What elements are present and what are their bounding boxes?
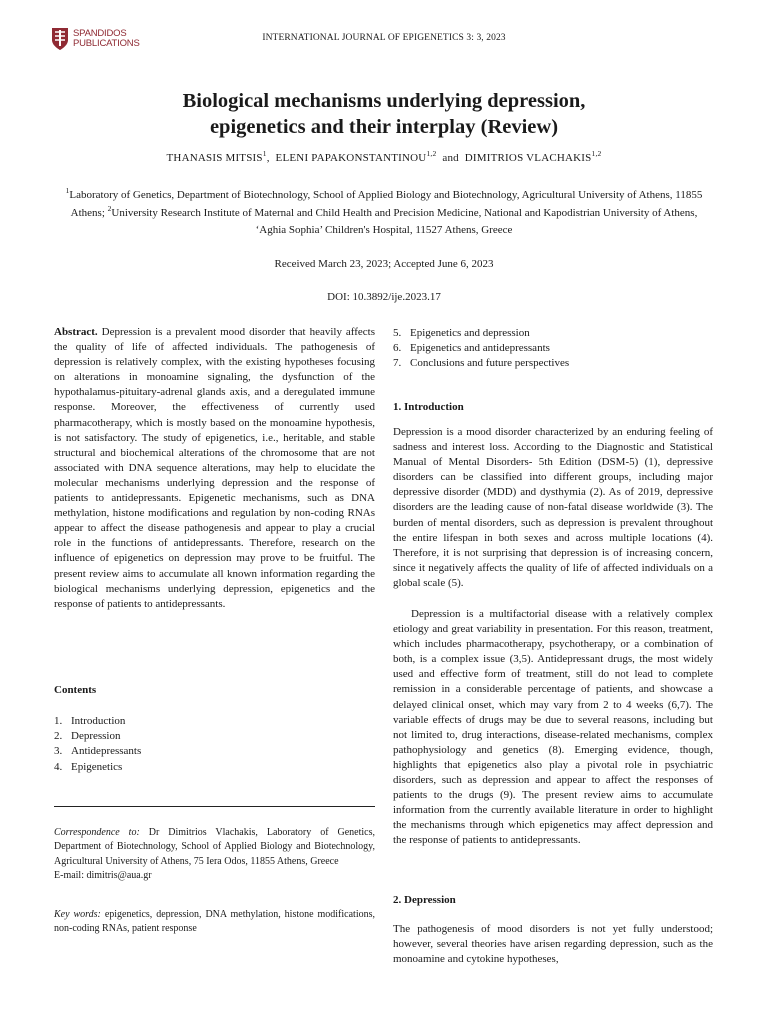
intro-paragraph-1: Depression is a mood disorder characterized by an enduring feeling of sadness and interest loss. According to the Diagnostic and Statistical Manual of Mental Disorders- 5th Edition (DSM-5) (1), depressive disorders can be classified into different groups, including major depressive disorder (MDD) and dysthymia (2). As of 2019, depressive disorders are the leading cause of non-fatal disease worldwide (3). The burden of mental disorders, such as depression is prevalent throughout the entire lifespan in both sexes and across multiple locations (4). Therefore, it is not surprising that depression is of increasing concern, since it negatively affects the quality of life of affected individuals on a global scale (5). [393,426,713,589]
contents-item-number: 7. [393,357,402,370]
author-and: and [442,152,459,164]
contents-item-number: 4. [54,760,63,773]
contents-heading: Contents [54,684,97,696]
correspondence-text: Dr Dimitrios Vlachakis, Laboratory of Genetics, Department of Biotechnology, School of Applied Biology and Biotechnology, Agricultural University of Athens, 75 Iera Odos, 11855 Athens, Greece [54,827,375,867]
contents-item[interactable] [54,714,141,729]
author-affil-sup: 1,2 [591,149,602,158]
author-affil-sup: 1,2 [426,149,437,158]
logo-line-1: SPANDIDOS [73,28,127,39]
intro-paragraph-2: Depression is a multifactorial disease with a relatively complex etiology and great variability in presentation. For this reason, treatment, which includes pharmacotherapy, psychotherapy, or a combination of both, is a complex issue (3,5). Antidepressant drugs, the most widely used and effective form of treatment, still do not lead to complete remission in a considerable percentage of patients, and showcase a delayed clinical onset, which may vary from 2 to 4 weeks (6,7). The variable effects of drugs may be due to several reasons, including but not limited to, drug interactions, disease-related mechanisms, complex pathophysiology and genetics (8). Emerging evidence, though, highlights that epigenetics also play a pivotal role in psychiatric disorders, such as depression and appear to affect the responses of patients to the drugs (9). The present review aims to accumulate information from the currently available literature in order to highlight the mechanisms through which epigenetics may affect depression and the response of patients to antidepressants. [393,608,713,847]
correspondence-note [54,826,375,883]
affil-text-1: Laboratory of Genetics, Department of Biotechnology, School of Applied Biology and Biotechnology, Agricultural University of Athens, 11855 Athens; [69,189,703,219]
author-affil-sup: 1 [262,149,267,158]
abstract-text: Depression is a prevalent mood disorder that heavily affects the quality of life of affected individuals. The pathogenesis of depression is relatively complex, with the existing hypotheses focusing on alterations in monoamine signaling, the dysfunction of the hypothalamus-pituitary-adrenal glands axis, and a deregulated immune response. Moreover, the effectiveness of currently used pharmacotherapy, which is mostly based on the monoamine hypothesis, is not satisfactory. The study of epigenetics, i.e., heritable, and stable structural and biochemical alterations of the chromosome that are not associated with DNA sequence alterations, may help to elucidate the molecular mechanisms underlying depression and the response of patients to antidepressants. Epigenetic mechanisms, such as DNA methylation, histone modifications and regulation by non-coding RNAs appear to affect the disease pathogenesis and appear to play a crucial role in the functions of antidepressants. Therefore, research on the influence of epigenetics on depression may prove to be fruitful. The present review aims to accumulate all known information regarding the biological mechanisms underlying depression, epigenetics and the response of patients to antidepressants. [54,326,376,610]
contents-item[interactable] [393,341,569,356]
author-list [0,149,768,164]
contents-item-label: Antidepressants [71,745,142,758]
contents-item[interactable] [393,326,569,341]
abstract [54,325,375,612]
contents-item-label: Depression [71,730,121,743]
contents-item-number: 1. [54,715,63,727]
contents-item-label: Epigenetics and antidepressants [410,342,550,355]
contents-item-number: 5. [393,327,402,339]
article-title [0,88,768,140]
section-heading-depression: 2. Depression [393,894,456,906]
correspondence-email[interactable]: E-mail: dimitris@aua.gr [54,869,152,881]
affil-sup-2: 2 [107,203,112,213]
author-name: THANASIS MITSIS [166,152,263,164]
contents-item-number: 6. [393,342,402,355]
abstract-label: Abstract. [54,326,98,338]
running-head: INTERNATIONAL JOURNAL OF EPIGENETICS 3: 3, 2023 [262,33,506,43]
affil-text-2: University Research Institute of Maternal and Child Health and Precision Medicine, National and Kapodistrian University of Athens, ‘Aghia Sophia’ Children's Hospital, 11527 Athens, Greece [111,206,698,237]
author-name: DIMITRIOS VLACHAKIS [464,152,592,164]
contents-item-label: Epigenetics [71,760,123,773]
affil-sup-1: 1 [65,186,70,195]
author-separator: , [266,152,270,164]
depression-paragraph-1: The pathogenesis of mood disorders is not yet fully understood; however, several theories have arisen regarding depression, such as the monoamine and cytokine hypotheses, [393,923,713,966]
contents-item[interactable] [54,744,141,759]
contents-item-number: 3. [54,745,63,758]
contents-item-label: Conclusions and future perspectives [410,357,570,370]
title-line-2: epigenetics and their interplay (Review) [209,116,559,138]
contents-item-number: 2. [54,730,63,743]
received-accepted-dates: Received March 23, 2023; Accepted June 6, 2023 [274,258,494,270]
contents-item[interactable] [54,729,141,744]
correspondence-label: Correspondence to: [54,827,140,838]
contents-item-label: Epigenetics and depression [410,327,530,339]
keywords-label: Key words: [54,909,101,920]
title-line-1: Biological mechanisms underlying depression, [182,90,586,112]
contents-item-label: Introduction [71,715,126,727]
author-name: ELENI PAPAKONSTANTINOU [275,152,427,164]
contents-list [54,714,141,775]
keywords-note [54,908,375,937]
contents-list-continued [393,326,569,372]
footnote-divider [54,806,375,807]
logo-line-2: PUBLICATIONS [73,38,140,49]
section-heading-introduction: 1. Introduction [393,401,464,413]
keywords-text: epigenetics, depression, DNA methylation, histone modifications, non-coding RNAs, patient response [54,909,375,935]
doi-link[interactable]: DOI: 10.3892/ije.2023.17 [327,291,441,303]
affiliations [60,187,708,240]
contents-item[interactable] [393,356,569,371]
contents-item[interactable] [54,760,141,775]
